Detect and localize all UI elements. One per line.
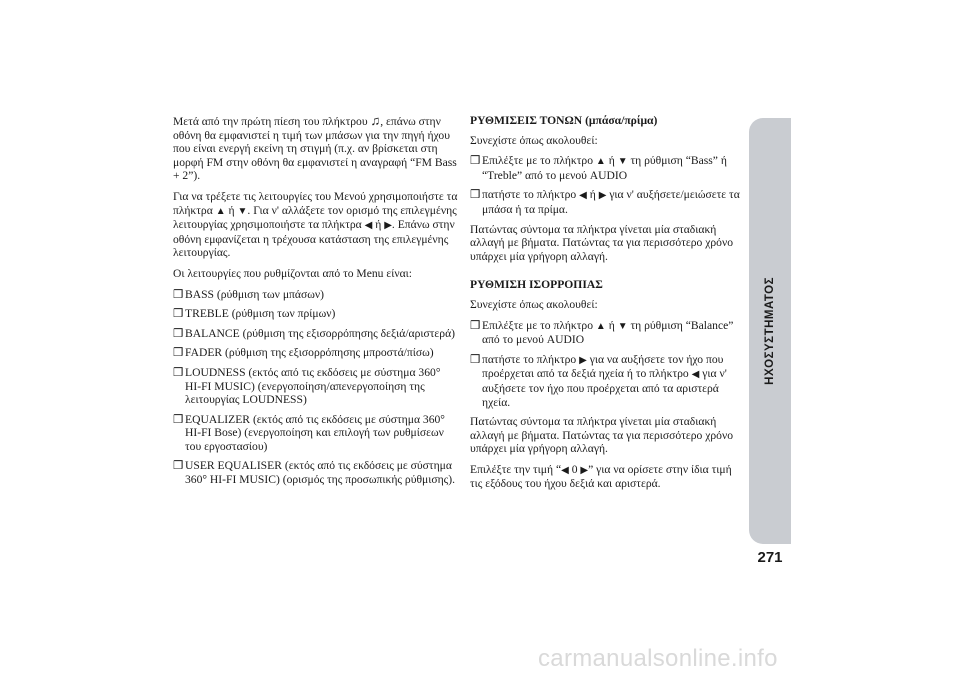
list-item: ❒ BASS (ρύθμιση των μπάσων)	[173, 287, 324, 301]
checkbox-bullet-icon: ❒	[173, 346, 184, 360]
list-item: ❒ EQUALIZER (εκτός από τις εκδόσεις με σύστημα 360° HI-FI Bose) (ενεργοποίηση και επιλογή των ρυθμίσεων του εργοστασίου)	[173, 412, 445, 453]
left-arrow-icon: ◀	[364, 220, 373, 232]
music-note-icon: ♫	[370, 113, 381, 128]
checkbox-bullet-icon: ❒	[470, 188, 481, 202]
tones-section-title: ΡΥΘΜΙΣΕΙΣ ΤΟΝΩΝ (μπάσα/πρίμα)	[470, 114, 658, 127]
checkbox-bullet-icon: ❒	[470, 154, 481, 168]
balance-section-title: ΡΥΘΜΙΣΗ ΙΣΟΡΡΟΠΙΑΣ	[470, 278, 603, 292]
menu-navigation-paragraph: Για να τρέξετε τις λειτουργίες του Μενού χρησιμοποιήστε τα πλήκτρα ▲ ή ▼. Για ν' αλλάξετε τον ορισμό της επιλεγμένης λειτουργίας χρησιμοποιήστε τα πλήκτρα ◀ ή ▶. Επάνω στην οθόνη εμφανίζεται η τρέχουσα κατάσταση της επιλεγμένης λειτουργίας.	[173, 189, 458, 260]
left-column	[173, 114, 458, 493]
down-arrow-icon: ▼	[617, 320, 628, 332]
list-item: ❒ USER EQUALISER (εκτός από τις εκδόσεις με σύστημα 360° HI-FI MUSIC) (ορισμός της προσωπικής ρύθμισης).	[173, 459, 455, 487]
list-item: ❒ FADER (ρύθμιση της εξισορρόπησης μπροστά/πίσω)	[173, 346, 434, 360]
tones-intro: Συνεχίστε όπως ακολουθεί:	[470, 133, 598, 147]
list-item: ❒ Επιλέξτε με το πλήκτρο ▲ ή ▼ τη ρύθμιση “Balance” από το μενού AUDIO	[470, 318, 734, 347]
tones-note: Πατώντας σύντομα τα πλήκτρα γίνεται μία σταδιακή αλλαγή με βήματα. Πατώντας τα για περισσότερο χρόνο υπάρχει μία γρήγορη αλλαγή.	[470, 222, 733, 263]
list-item: ❒ πατήστε το πλήκτρο ▶ για να αυξήσετε τον ήχο που προέρχεται από τα δεξιά ηχεία ή το πλήκτρο ◀ για ν' αυξήσετε τον ήχο που προέρχεται από τα αριστερά ηχεία.	[470, 352, 727, 409]
list-item: ❒ BALANCE (ρύθμιση της εξισορρόπησης δεξιά/αριστερά)	[173, 326, 456, 340]
right-arrow-icon: ▶	[580, 464, 589, 476]
left-arrow-icon: ◀	[579, 190, 587, 202]
right-arrow-icon: ▶	[598, 190, 607, 202]
checkbox-bullet-icon: ❒	[173, 459, 184, 473]
right-arrow-icon: ▶	[579, 354, 587, 366]
right-column	[470, 114, 742, 498]
checkbox-bullet-icon: ❒	[470, 352, 481, 366]
left-arrow-icon: ◀	[691, 369, 700, 381]
menu-intro: Οι λειτουργίες που ρυθμίζονται από το Menu είναι:	[173, 266, 413, 280]
up-arrow-icon: ▲	[595, 156, 606, 168]
left-arrow-icon: ◀	[561, 464, 569, 476]
page-number: 271	[757, 549, 783, 566]
chapter-side-tab	[749, 118, 791, 544]
intro-paragraph: Μετά από την πρώτη πίεση του πλήκτρου ♫, επάνω στην οθόνη θα εμφανιστεί η τιμή των μπάσων για την πηγή ήχου που είναι ενεργή εκείνη τη στιγμή (π.χ. αν βρίσκεται στη μορφή FM στην οθόνη θα εμφανιστεί η αναγραφή “FM Bass + 2”).	[173, 113, 457, 183]
list-item: ❒ Επιλέξτε με το πλήκτρο ▲ ή ▼ τη ρύθμιση “Bass” ή “Treble” από το μενού AUDIO	[470, 154, 727, 182]
list-item: ❒ LOUDNESS (εκτός από τις εκδόσεις με σύστημα 360° HI-FI MUSIC) (ενεργοποίηση/απενεργοποίηση της λειτουργίας LOUDNESS)	[173, 365, 441, 407]
list-item: ❒ TREBLE (ρύθμιση των πρίμων)	[173, 307, 336, 321]
checkbox-bullet-icon: ❒	[173, 412, 184, 426]
down-arrow-icon: ▼	[617, 156, 628, 168]
balance-center-instruction: Επιλέξτε την τιμή “◀ 0 ▶” για να ορίσετε στην ίδια τιμή τις εξόδους του ήχου δεξιά και αριστερά.	[470, 462, 732, 491]
right-arrow-icon: ▶	[384, 220, 392, 232]
balance-note: Πατώντας σύντομα τα πλήκτρα γίνεται μία σταδιακή αλλαγή με βήματα. Πατώντας τα για περισσότερο χρόνο υπάρχει μία γρήγορη αλλαγή.	[470, 415, 733, 456]
down-arrow-icon: ▼	[237, 205, 248, 217]
list-item: ❒ πατήστε το πλήκτρο ◀ ή ▶ για ν' αυξήσετε/μειώσετε τα μπάσα ή τα πρίμα.	[470, 188, 740, 216]
checkbox-bullet-icon: ❒	[173, 307, 184, 321]
balance-intro: Συνεχίστε όπως ακολουθεί:	[470, 297, 598, 311]
watermark: carmanualsonline.info	[538, 645, 778, 672]
checkbox-bullet-icon: ❒	[173, 287, 184, 301]
checkbox-bullet-icon: ❒	[173, 365, 184, 379]
chapter-tab-label: ΗΧΟΣΥΣΤΗΜΑΤΟΣ	[764, 277, 776, 385]
checkbox-bullet-icon: ❒	[470, 318, 481, 332]
up-arrow-icon: ▲	[215, 205, 226, 217]
up-arrow-icon: ▲	[595, 320, 606, 332]
checkbox-bullet-icon: ❒	[173, 326, 184, 340]
